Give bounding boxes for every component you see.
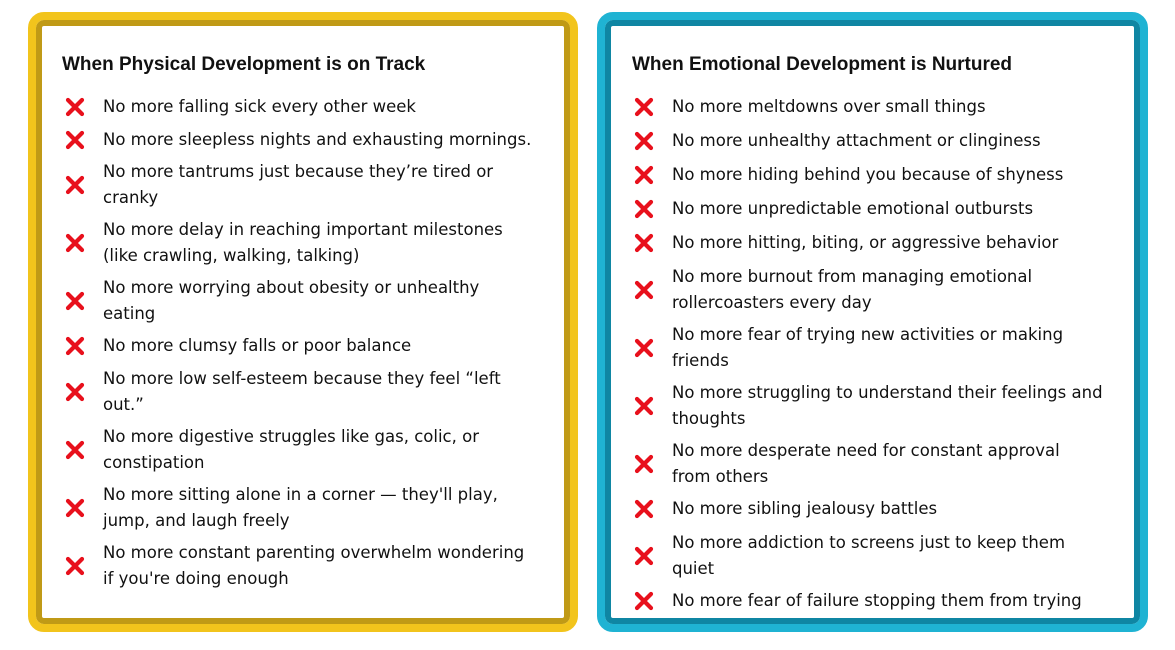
card-title: When Physical Development is on Track — [62, 54, 426, 75]
cross-mark-icon — [633, 164, 655, 186]
list-item — [633, 196, 1103, 222]
list-item — [633, 162, 1103, 188]
cross-mark-icon — [633, 590, 655, 612]
cross-mark-icon — [64, 232, 86, 254]
list-item — [633, 128, 1103, 154]
checklist — [64, 94, 534, 598]
cross-mark-icon — [633, 279, 655, 301]
cross-mark-icon — [633, 453, 655, 475]
physical-development-card — [28, 12, 578, 632]
cross-mark-icon — [633, 395, 655, 417]
list-item — [64, 333, 534, 359]
cross-mark-icon — [633, 498, 655, 520]
cross-mark-icon — [64, 381, 86, 403]
list-item — [633, 496, 1103, 522]
list-item — [633, 530, 1103, 582]
item-text: No more sitting alone in a corner — they'll play, jump, and laugh freely — [103, 485, 498, 530]
item-text: No more unhealthy attachment or clinginess — [672, 131, 1041, 150]
card-title: When Emotional Development is Nurtured — [632, 54, 1013, 75]
list-item — [64, 159, 534, 211]
list-item — [633, 322, 1103, 374]
item-text: No more meltdowns over small things — [672, 97, 986, 116]
item-text: No more low self-esteem because they feel “left out.” — [103, 369, 501, 414]
emotional-development-card — [597, 12, 1148, 632]
cross-mark-icon — [64, 96, 86, 118]
list-item — [64, 482, 534, 534]
cross-mark-icon — [64, 174, 86, 196]
list-item — [64, 540, 534, 592]
cross-mark-icon — [64, 335, 86, 357]
cross-mark-icon — [633, 96, 655, 118]
item-text: No more clumsy falls or poor balance — [103, 336, 412, 355]
item-text: No more constant parenting overwhelm wondering if you're doing enough — [103, 543, 525, 588]
item-text: No more fear of failure stopping them from trying — [672, 591, 1082, 610]
cross-mark-icon — [64, 497, 86, 519]
list-item — [64, 217, 534, 269]
list-item — [633, 94, 1103, 120]
item-text: No more sibling jealousy battles — [672, 499, 938, 518]
cross-mark-icon — [633, 337, 655, 359]
cross-mark-icon — [64, 290, 86, 312]
item-text: No more addiction to screens just to keep them quiet — [672, 533, 1066, 578]
item-text: No more digestive struggles like gas, colic, or constipation — [103, 427, 479, 472]
list-item — [633, 230, 1103, 256]
item-text: No more hitting, biting, or aggressive behavior — [672, 233, 1059, 252]
list-item — [633, 588, 1103, 614]
item-text: No more sleepless nights and exhausting mornings. — [103, 130, 532, 149]
item-text: No more delay in reaching important milestones (like crawling, walking, talking) — [103, 220, 503, 265]
item-text: No more burnout from managing emotional rollercoasters every day — [672, 267, 1033, 312]
list-item — [64, 366, 534, 418]
list-item — [64, 127, 534, 153]
list-item — [633, 380, 1103, 432]
item-text: No more tantrums just because they’re tired or cranky — [103, 162, 494, 207]
list-item — [64, 94, 534, 120]
checklist — [633, 94, 1103, 620]
cross-mark-icon — [633, 545, 655, 567]
cross-mark-icon — [64, 439, 86, 461]
list-item — [64, 424, 534, 476]
item-text: No more worrying about obesity or unhealthy eating — [103, 278, 480, 323]
cross-mark-icon — [633, 232, 655, 254]
cross-mark-icon — [64, 555, 86, 577]
item-text: No more struggling to understand their feelings and thoughts — [672, 383, 1103, 428]
item-text: No more hiding behind you because of shyness — [672, 165, 1064, 184]
list-item — [64, 275, 534, 327]
list-item — [633, 438, 1103, 490]
list-item — [633, 264, 1103, 316]
item-text: No more desperate need for constant approval from others — [672, 441, 1060, 486]
item-text: No more unpredictable emotional outbursts — [672, 199, 1034, 218]
item-text: No more falling sick every other week — [103, 97, 416, 116]
cross-mark-icon — [64, 129, 86, 151]
cross-mark-icon — [633, 198, 655, 220]
item-text: No more fear of trying new activities or making friends — [672, 325, 1064, 370]
cross-mark-icon — [633, 130, 655, 152]
